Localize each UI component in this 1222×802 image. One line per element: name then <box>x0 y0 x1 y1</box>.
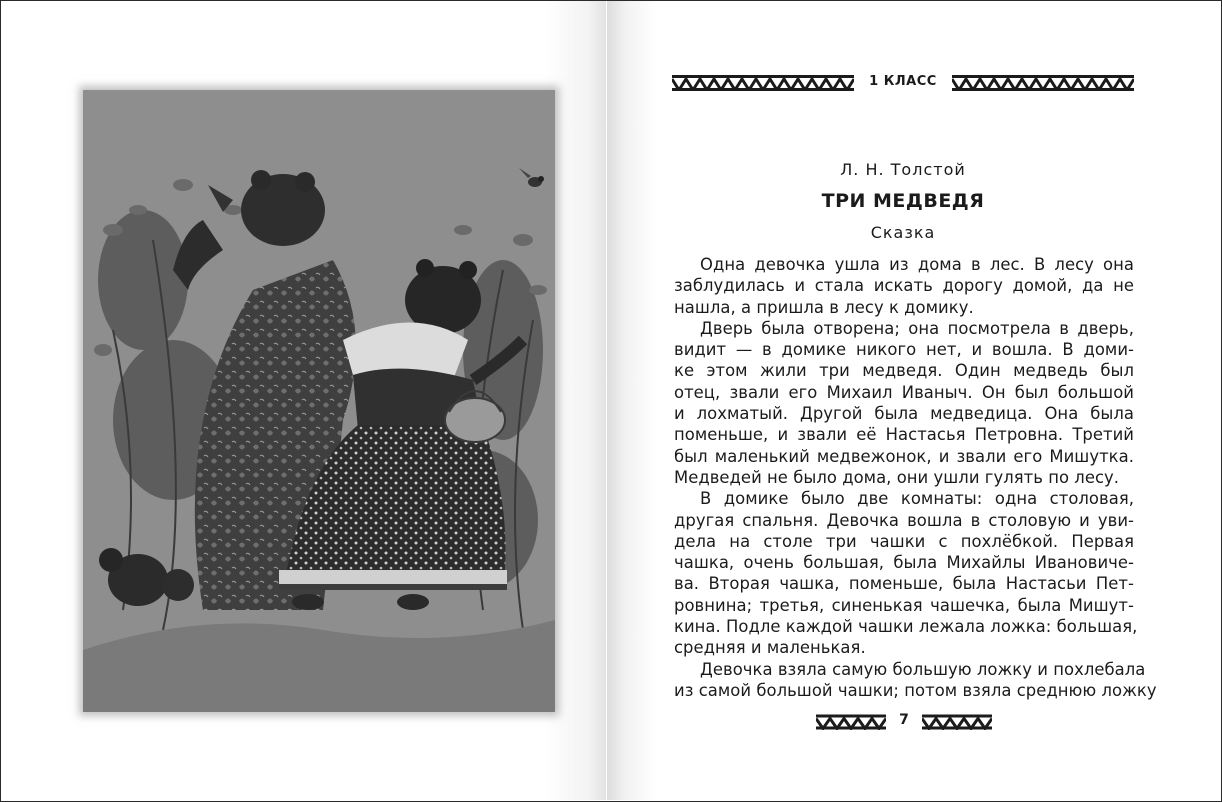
text-line: ке этом жили три медведя. Один медведь был <box>674 361 1134 381</box>
text-line: средняя и маленькая. <box>674 638 866 658</box>
text-line: из самой большой чашки; потом взяла среднюю ложку <box>674 680 1157 700</box>
text-line: Дверь была отворена; она посмотрела в дверь, <box>700 318 1134 338</box>
text-line: Девочка взяла самую большую ложку и похлебала <box>700 659 1146 679</box>
zigzag-ornament-footer-left <box>816 714 886 730</box>
zigzag-ornament-footer-right <box>922 714 992 730</box>
left-page <box>1 1 606 800</box>
text-line: был маленький медвежонок, и звали его Мишутка. <box>674 446 1134 466</box>
text-line: заблудилась и стала искать дорогу домой, да не <box>674 276 1134 296</box>
text-line: чашка, очень большая, была Михайлы Ивановиче- <box>674 553 1134 573</box>
running-header <box>672 70 1134 96</box>
text-line: Медведей не было дома, они ушли гулять по лесу. <box>674 467 1120 487</box>
text-line: ровнина; третья, синенькая чашечка, была Мишут- <box>674 595 1134 615</box>
page-number: 7 <box>899 712 909 728</box>
zigzag-ornament-left <box>672 75 854 91</box>
page-footer <box>816 708 992 734</box>
text-line: другая спальня. Девочка вошла в столовую и уви- <box>674 510 1134 530</box>
text-line: Одна девочка ушла из дома в лес. В лесу она <box>700 255 1134 274</box>
text-line: поменьше, и звали её Настасья Петровна. Третий <box>674 425 1134 445</box>
zigzag-ornament-right <box>952 75 1134 91</box>
bird-icon <box>519 168 544 187</box>
text-line: отец, звали его Михаил Иваныч. Он был большой <box>674 382 1134 402</box>
three-bears-illustration <box>83 90 555 712</box>
story-text <box>674 254 1157 701</box>
text-line: В домике было две комнаты: одна столовая, <box>700 489 1134 509</box>
text-line: нашла, а пришла в лесу к домику. <box>674 297 974 317</box>
story-author: Л. Н. Толстой <box>840 160 966 179</box>
text-line: ва. Вторая чашка, поменьше, была Настасьи Пет- <box>674 574 1134 594</box>
story-subtitle: Сказка <box>870 223 936 242</box>
grade-label: 1 КЛАСС <box>869 74 937 89</box>
text-line: дела на столе три чашки с похлёбкой. Первая <box>674 531 1134 551</box>
text-line: и лохматый. Другой была медведица. Она была <box>674 404 1134 424</box>
text-line: видит — в домике никого нет, и вошла. В доми- <box>674 340 1134 360</box>
text-line: кина. Подле каждой чашки лежала ложка: большая, <box>674 617 1138 637</box>
story-title: ТРИ МЕДВЕДЯ <box>821 190 985 212</box>
